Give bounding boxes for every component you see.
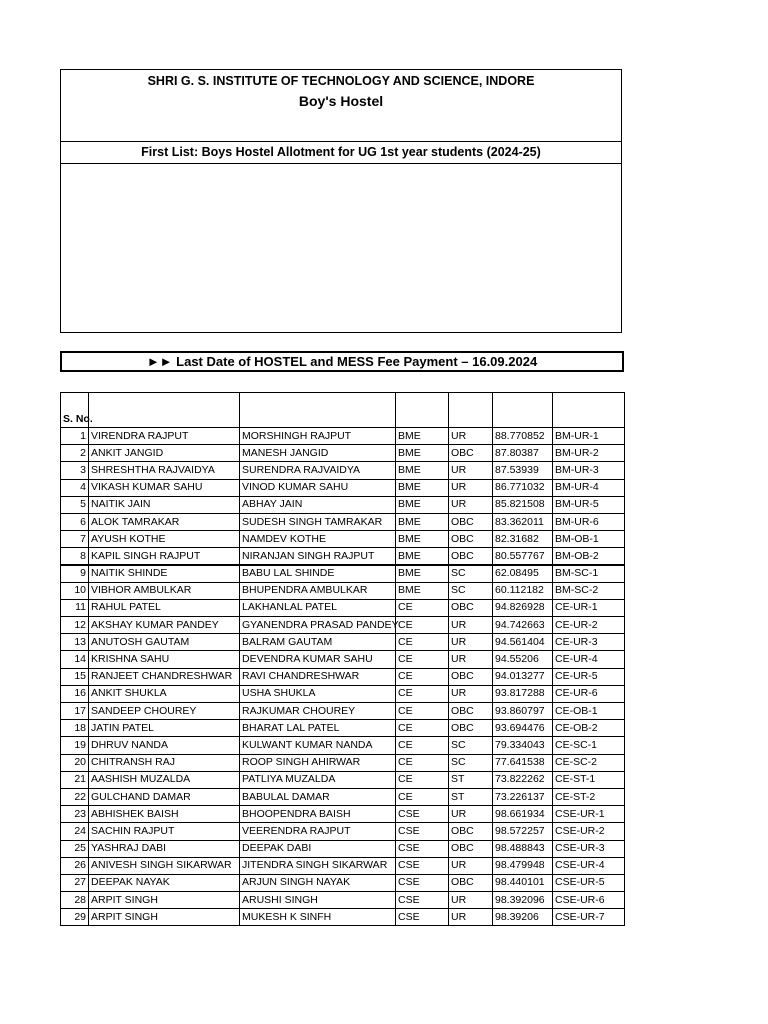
allotment-code-cell: CSE-UR-6 (553, 892, 625, 909)
category-cell: UR (449, 909, 493, 926)
branch-cell: CSE (396, 857, 449, 874)
father-name-cell: BHOOPENDRA BAISH (240, 806, 396, 823)
allotment-code-cell: CE-OB-1 (553, 703, 625, 720)
student-name-cell: ANKIT SHUKLA (89, 685, 240, 702)
table-row (61, 668, 625, 685)
category-cell: OBC (449, 874, 493, 891)
category-cell: OBC (449, 445, 493, 462)
table-row (61, 531, 625, 548)
category-cell: OBC (449, 840, 493, 857)
category-cell: OBC (449, 531, 493, 548)
father-name-cell: VINOD KUMAR SAHU (240, 479, 396, 496)
father-name-cell: KULWANT KUMAR NANDA (240, 737, 396, 754)
score-cell: 93.860797 (493, 703, 553, 720)
table-row (61, 634, 625, 651)
student-name-cell: ALOK TAMRAKAR (89, 513, 240, 530)
allotment-code-cell: CE-ST-2 (553, 788, 625, 805)
student-name-cell: AKSHAY KUMAR PANDEY (89, 617, 240, 634)
branch-cell: BME (396, 428, 449, 445)
father-name-cell: BALRAM GAUTAM (240, 634, 396, 651)
score-cell: 94.826928 (493, 599, 553, 616)
category-cell: SC (449, 582, 493, 599)
student-name-cell: AYUSH KOTHE (89, 531, 240, 548)
table-row (61, 754, 625, 771)
table-row (61, 479, 625, 496)
allotment-code-cell: BM-OB-2 (553, 548, 625, 565)
student-name-cell: VIBHOR AMBULKAR (89, 582, 240, 599)
father-name-cell: USHA SHUKLA (240, 685, 396, 702)
serial-number-cell: 28 (61, 892, 89, 909)
serial-number-cell: 4 (61, 479, 89, 496)
category-cell: OBC (449, 720, 493, 737)
serial-number-cell: 18 (61, 720, 89, 737)
score-cell: 98.572257 (493, 823, 553, 840)
category-cell: OBC (449, 513, 493, 530)
student-name-cell: VIRENDRA RAJPUT (89, 428, 240, 445)
branch-cell: BME (396, 565, 449, 582)
table-row (61, 599, 625, 616)
allotment-code-cell: BM-UR-6 (553, 513, 625, 530)
column-header (396, 393, 449, 428)
student-name-cell: CHITRANSH RAJ (89, 754, 240, 771)
student-name-cell: ARPIT SINGH (89, 892, 240, 909)
serial-number-cell: 26 (61, 857, 89, 874)
branch-cell: CE (396, 737, 449, 754)
father-name-cell: MORSHINGH RAJPUT (240, 428, 396, 445)
column-header (449, 393, 493, 428)
branch-cell: BME (396, 462, 449, 479)
branch-cell: BME (396, 582, 449, 599)
serial-number-cell: 1 (61, 428, 89, 445)
branch-cell: CE (396, 668, 449, 685)
branch-cell: CE (396, 617, 449, 634)
serial-number-cell: 16 (61, 685, 89, 702)
table-row (61, 565, 625, 582)
list-title: First List: Boys Hostel Allotment for UG 1st year students (2024-25) (61, 142, 621, 164)
category-cell: ST (449, 771, 493, 788)
category-cell: SC (449, 754, 493, 771)
category-cell: UR (449, 892, 493, 909)
category-cell: OBC (449, 703, 493, 720)
score-cell: 98.488843 (493, 840, 553, 857)
score-cell: 62.08495 (493, 565, 553, 582)
column-header (493, 393, 553, 428)
table-row (61, 428, 625, 445)
father-name-cell: ROOP SINGH AHIRWAR (240, 754, 396, 771)
allotment-code-cell: BM-SC-2 (553, 582, 625, 599)
allotment-code-cell: CE-UR-6 (553, 685, 625, 702)
serial-number-cell: 7 (61, 531, 89, 548)
institute-name: SHRI G. S. INSTITUTE OF TECHNOLOGY AND SCIENCE, INDORE (147, 74, 535, 88)
serial-number-cell: 14 (61, 651, 89, 668)
score-cell: 94.013277 (493, 668, 553, 685)
serial-number-cell: 17 (61, 703, 89, 720)
allotment-code-cell: BM-UR-3 (553, 462, 625, 479)
branch-cell: CE (396, 771, 449, 788)
father-name-cell: ARUSHI SINGH (240, 892, 396, 909)
allotment-code-cell: CSE-UR-1 (553, 806, 625, 823)
student-name-cell: VIKASH KUMAR SAHU (89, 479, 240, 496)
branch-cell: CSE (396, 840, 449, 857)
table-row (61, 737, 625, 754)
serial-number-cell: 12 (61, 617, 89, 634)
category-cell: OBC (449, 548, 493, 565)
father-name-cell: JITENDRA SINGH SIKARWAR (240, 857, 396, 874)
allotment-code-cell: BM-UR-1 (553, 428, 625, 445)
score-cell: 94.561404 (493, 634, 553, 651)
branch-cell: CSE (396, 874, 449, 891)
branch-cell: BME (396, 531, 449, 548)
table-body (61, 428, 625, 926)
branch-cell: CE (396, 754, 449, 771)
allotment-code-cell: BM-UR-4 (553, 479, 625, 496)
father-name-cell: ARJUN SINGH NAYAK (240, 874, 396, 891)
father-name-cell: LAKHANLAL PATEL (240, 599, 396, 616)
hostel-name: Boy's Hostel (298, 93, 384, 109)
category-cell: OBC (449, 599, 493, 616)
student-name-cell: ANKIT JANGID (89, 445, 240, 462)
category-cell: UR (449, 428, 493, 445)
student-name-cell: NAITIK SHINDE (89, 565, 240, 582)
table-row (61, 617, 625, 634)
category-cell: UR (449, 462, 493, 479)
allotment-code-cell: CSE-UR-7 (553, 909, 625, 926)
student-name-cell: ANIVESH SINGH SIKARWAR (89, 857, 240, 874)
branch-cell: CE (396, 599, 449, 616)
table-row (61, 806, 625, 823)
score-cell: 80.557767 (493, 548, 553, 565)
student-name-cell: GULCHAND DAMAR (89, 788, 240, 805)
table-row (61, 445, 625, 462)
allotment-code-cell: CE-SC-1 (553, 737, 625, 754)
serial-number-cell: 11 (61, 599, 89, 616)
table-row (61, 496, 625, 513)
allotment-code-cell: CSE-UR-4 (553, 857, 625, 874)
branch-cell: BME (396, 548, 449, 565)
category-cell: ST (449, 788, 493, 805)
father-name-cell: PATLIYA MUZALDA (240, 771, 396, 788)
student-name-cell: JATIN PATEL (89, 720, 240, 737)
score-cell: 73.822262 (493, 771, 553, 788)
father-name-cell: DEEPAK DABI (240, 840, 396, 857)
allotment-code-cell: BM-UR-5 (553, 496, 625, 513)
score-cell: 73.226137 (493, 788, 553, 805)
allotment-code-cell: BM-SC-1 (553, 565, 625, 582)
student-name-cell: SACHIN RAJPUT (89, 823, 240, 840)
allotment-code-cell: CE-SC-2 (553, 754, 625, 771)
score-cell: 85.821508 (493, 496, 553, 513)
student-name-cell: AASHISH MUZALDA (89, 771, 240, 788)
father-name-cell: DEVENDRA KUMAR SAHU (240, 651, 396, 668)
category-cell: SC (449, 565, 493, 582)
serial-number-cell: 24 (61, 823, 89, 840)
father-name-cell: RAJKUMAR CHOUREY (240, 703, 396, 720)
student-name-cell: RANJEET CHANDRESHWAR (89, 668, 240, 685)
father-name-cell: NAMDEV KOTHE (240, 531, 396, 548)
score-cell: 98.440101 (493, 874, 553, 891)
serial-number-cell: 20 (61, 754, 89, 771)
allotment-code-cell: CE-UR-5 (553, 668, 625, 685)
serial-number-cell: 22 (61, 788, 89, 805)
branch-cell: CE (396, 788, 449, 805)
table-row (61, 909, 625, 926)
allotment-code-cell: BM-UR-2 (553, 445, 625, 462)
student-name-cell: YASHRAJ DABI (89, 840, 240, 857)
father-name-cell: BHARAT LAL PATEL (240, 720, 396, 737)
student-name-cell: KRISHNA SAHU (89, 651, 240, 668)
column-header (240, 393, 396, 428)
branch-cell: CE (396, 703, 449, 720)
student-name-cell: ANUTOSH GAUTAM (89, 634, 240, 651)
branch-cell: BME (396, 496, 449, 513)
allotment-code-cell: CE-UR-2 (553, 617, 625, 634)
fee-deadline-notice: ►► Last Date of HOSTEL and MESS Fee Payment – 16.09.2024 (60, 351, 624, 372)
father-name-cell: NIRANJAN SINGH RAJPUT (240, 548, 396, 565)
branch-cell: CSE (396, 909, 449, 926)
category-cell: OBC (449, 823, 493, 840)
serial-number-cell: 29 (61, 909, 89, 926)
score-cell: 98.392096 (493, 892, 553, 909)
score-cell: 94.55206 (493, 651, 553, 668)
father-name-cell: RAVI CHANDRESHWAR (240, 668, 396, 685)
allotment-code-cell: CSE-UR-2 (553, 823, 625, 840)
serial-number-cell: 25 (61, 840, 89, 857)
allotment-code-cell: CSE-UR-3 (553, 840, 625, 857)
branch-cell: CE (396, 651, 449, 668)
score-cell: 94.742663 (493, 617, 553, 634)
serial-number-cell: 21 (61, 771, 89, 788)
table-row (61, 513, 625, 530)
student-name-cell: SHRESHTHA RAJVAIDYA (89, 462, 240, 479)
serial-number-cell: 23 (61, 806, 89, 823)
branch-cell: BME (396, 479, 449, 496)
table-row (61, 840, 625, 857)
father-name-cell: VEERENDRA RAJPUT (240, 823, 396, 840)
column-header-sno: S. No. (61, 393, 89, 428)
serial-number-cell: 6 (61, 513, 89, 530)
father-name-cell: ABHAY JAIN (240, 496, 396, 513)
category-cell: UR (449, 806, 493, 823)
allotment-code-cell: CE-OB-2 (553, 720, 625, 737)
branch-cell: CE (396, 685, 449, 702)
score-cell: 93.817288 (493, 685, 553, 702)
score-cell: 79.334043 (493, 737, 553, 754)
father-name-cell: MANESH JANGID (240, 445, 396, 462)
score-cell: 60.112182 (493, 582, 553, 599)
table-row (61, 651, 625, 668)
table-row (61, 874, 625, 891)
column-header (553, 393, 625, 428)
score-cell: 98.39206 (493, 909, 553, 926)
student-name-cell: ABHISHEK BAISH (89, 806, 240, 823)
branch-cell: BME (396, 445, 449, 462)
serial-number-cell: 8 (61, 548, 89, 565)
student-name-cell: DHRUV NANDA (89, 737, 240, 754)
header-title-block (61, 70, 621, 142)
table-row (61, 582, 625, 599)
allotment-code-cell: BM-OB-1 (553, 531, 625, 548)
table-row (61, 703, 625, 720)
branch-cell: CSE (396, 823, 449, 840)
table-row (61, 462, 625, 479)
table-header-row (61, 393, 625, 428)
branch-cell: BME (396, 513, 449, 530)
score-cell: 87.80387 (493, 445, 553, 462)
table-row (61, 685, 625, 702)
score-cell: 83.362011 (493, 513, 553, 530)
header-box (60, 69, 622, 333)
table-row (61, 771, 625, 788)
category-cell: UR (449, 685, 493, 702)
score-cell: 98.479948 (493, 857, 553, 874)
serial-number-cell: 13 (61, 634, 89, 651)
category-cell: UR (449, 857, 493, 874)
student-name-cell: RAHUL PATEL (89, 599, 240, 616)
serial-number-cell: 19 (61, 737, 89, 754)
student-name-cell: ARPIT SINGH (89, 909, 240, 926)
branch-cell: CE (396, 720, 449, 737)
score-cell: 98.661934 (493, 806, 553, 823)
column-header (89, 393, 240, 428)
serial-number-cell: 9 (61, 565, 89, 582)
category-cell: UR (449, 617, 493, 634)
score-cell: 87.53939 (493, 462, 553, 479)
category-cell: UR (449, 496, 493, 513)
score-cell: 82.31682 (493, 531, 553, 548)
table-row (61, 892, 625, 909)
table-row (61, 548, 625, 565)
allotment-code-cell: CE-UR-1 (553, 599, 625, 616)
allotment-table (60, 392, 625, 926)
serial-number-cell: 27 (61, 874, 89, 891)
allotment-code-cell: CE-ST-1 (553, 771, 625, 788)
student-name-cell: KAPIL SINGH RAJPUT (89, 548, 240, 565)
branch-cell: CE (396, 634, 449, 651)
student-name-cell: NAITIK JAIN (89, 496, 240, 513)
serial-number-cell: 10 (61, 582, 89, 599)
serial-number-cell: 2 (61, 445, 89, 462)
allotment-code-cell: CSE-UR-5 (553, 874, 625, 891)
father-name-cell: BHUPENDRA AMBULKAR (240, 582, 396, 599)
father-name-cell: SUDESH SINGH TAMRAKAR (240, 513, 396, 530)
score-cell: 86.771032 (493, 479, 553, 496)
student-name-cell: SANDEEP CHOUREY (89, 703, 240, 720)
father-name-cell: BABULAL DAMAR (240, 788, 396, 805)
score-cell: 88.770852 (493, 428, 553, 445)
table-row (61, 720, 625, 737)
father-name-cell: SURENDRA RAJVAIDYA (240, 462, 396, 479)
father-name-cell: BABU LAL SHINDE (240, 565, 396, 582)
branch-cell: CSE (396, 806, 449, 823)
category-cell: OBC (449, 668, 493, 685)
table-row (61, 857, 625, 874)
score-cell: 77.641538 (493, 754, 553, 771)
table-row (61, 823, 625, 840)
score-cell: 93.694476 (493, 720, 553, 737)
allotment-code-cell: CE-UR-4 (553, 651, 625, 668)
serial-number-cell: 15 (61, 668, 89, 685)
category-cell: UR (449, 479, 493, 496)
branch-cell: CSE (396, 892, 449, 909)
category-cell: UR (449, 651, 493, 668)
serial-number-cell: 3 (61, 462, 89, 479)
father-name-cell: GYANENDRA PRASAD PANDEY (240, 617, 396, 634)
serial-number-cell: 5 (61, 496, 89, 513)
category-cell: UR (449, 634, 493, 651)
category-cell: SC (449, 737, 493, 754)
allotment-code-cell: CE-UR-3 (553, 634, 625, 651)
student-name-cell: DEEPAK NAYAK (89, 874, 240, 891)
table-row (61, 788, 625, 805)
father-name-cell: MUKESH K SINFH (240, 909, 396, 926)
